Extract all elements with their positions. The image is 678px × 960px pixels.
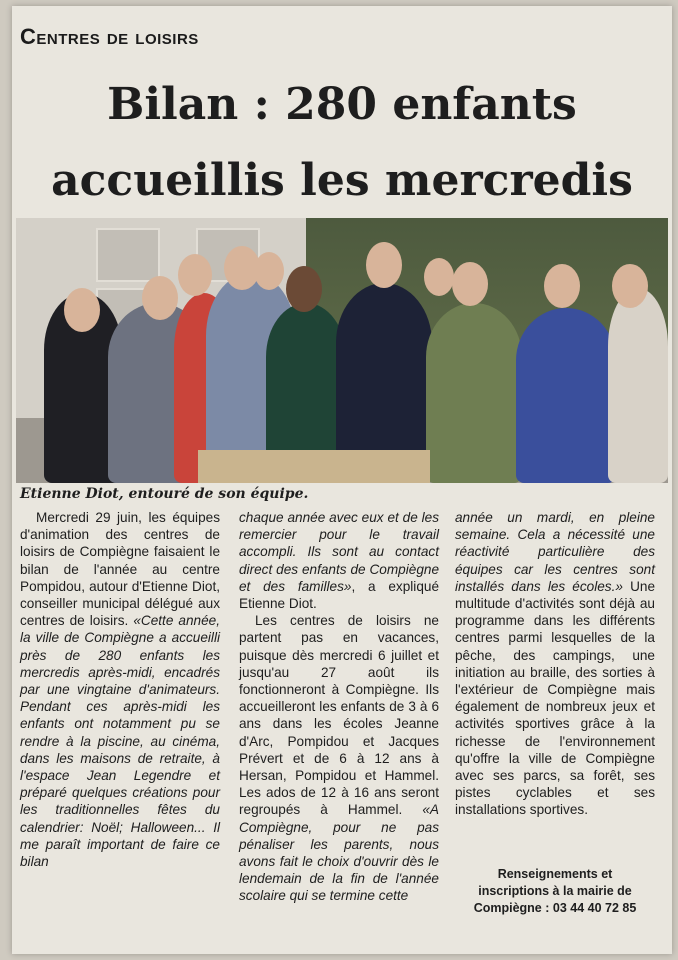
person xyxy=(516,308,616,483)
info-box xyxy=(455,866,655,917)
person xyxy=(608,288,668,483)
article-column-1 xyxy=(20,509,220,870)
article-column-3 xyxy=(455,509,655,819)
headline-line-1: Bilan : 280 enfants xyxy=(107,79,577,130)
person xyxy=(426,303,522,483)
paragraph: chaque année avec eux et de les remercier pour le travail accompli. Ils sont au contact direct des enfants de Compiègne et des familles», a expliqué Etienne Diot. xyxy=(239,510,440,612)
photo-caption: Etienne Diot, entouré de son équipe. xyxy=(20,486,309,502)
info-line: Renseignements et xyxy=(497,867,613,881)
person-head xyxy=(612,264,648,308)
person-head xyxy=(286,266,322,312)
person-head xyxy=(452,262,488,306)
paragraph: Mercredi 29 juin, les équipes d'animation des centres de loisirs de Compiègne faisaient le bilan de l'année au centre Pompidou, autour d'Etienne Diot, conseiller municipal délégué aux centres de loisirs. «Cette année, la ville de Compiègne a accueilli près de 280 enfants les mercredis après-midi, encadrés par une vingtaine d'animateurs. Pendant ces après-midi les enfants ont notamment pu se rendre à la piscine, au cinéma, dans les maisons de retraite, à l'espace Jean Legendre et préparé quelques créations pour les traditionnelles fêtes du calendrier: Noël; Halloween... Il me paraît important de faire ce bilan xyxy=(20,510,221,870)
group-photo xyxy=(16,218,668,483)
person-head xyxy=(424,258,454,296)
table-box xyxy=(198,450,430,483)
newspaper-page xyxy=(12,6,672,954)
paragraph: Les centres de loisirs ne partent pas en vacances, puisque dès mercredi 6 juillet et jusqu'au 27 août ils fonctionneront à Compiègne. Ils accueilleront les enfants de 3 à 6 ans dans les écoles Jeanne d'Arc, Pompidou et Jacques Prévert et de 6 à 12 ans à Hersan, Pompidou et Hammel. Les ados de 12 à 16 ans seront regroupés à Hammel. «A Compiègne, pour ne pas pénaliser les parents, nous avons fait le choix d'ouvrir dès le lendemain de la fin de l'année scolaire qui se termine cette xyxy=(239,613,439,904)
person-head xyxy=(142,276,178,320)
person-head xyxy=(544,264,580,308)
info-line: Compiègne : 03 44 40 72 85 xyxy=(473,901,637,915)
person-head xyxy=(254,252,284,290)
info-line: inscriptions à la mairie de xyxy=(478,884,632,898)
person-head xyxy=(366,242,402,288)
headline-line-2: accueillis les mercredis xyxy=(51,155,633,206)
article-column-2 xyxy=(239,509,439,905)
window xyxy=(96,228,160,282)
person-head xyxy=(64,288,100,332)
paragraph: année un mardi, en pleine semaine. Cela a nécessité une réactivité particulière des équipes car les centres sont installés dans les écoles.» Une multitude d'activités sont déjà au programme dans les différents centres parmi lesquelles de la pêche, des campings, une initiation au braille, des sorties à l'extérieur de Compiègne mais également de nombreux jeux et activités sportives grâce à la richesse de l'environnement qu'offre la ville de Compiègne avec ses parcs, sa forêt, ses pistes cyclables et ses installations sportives. xyxy=(455,510,655,818)
person-head xyxy=(178,254,212,296)
section-title: Centres de loisirs xyxy=(20,24,199,49)
